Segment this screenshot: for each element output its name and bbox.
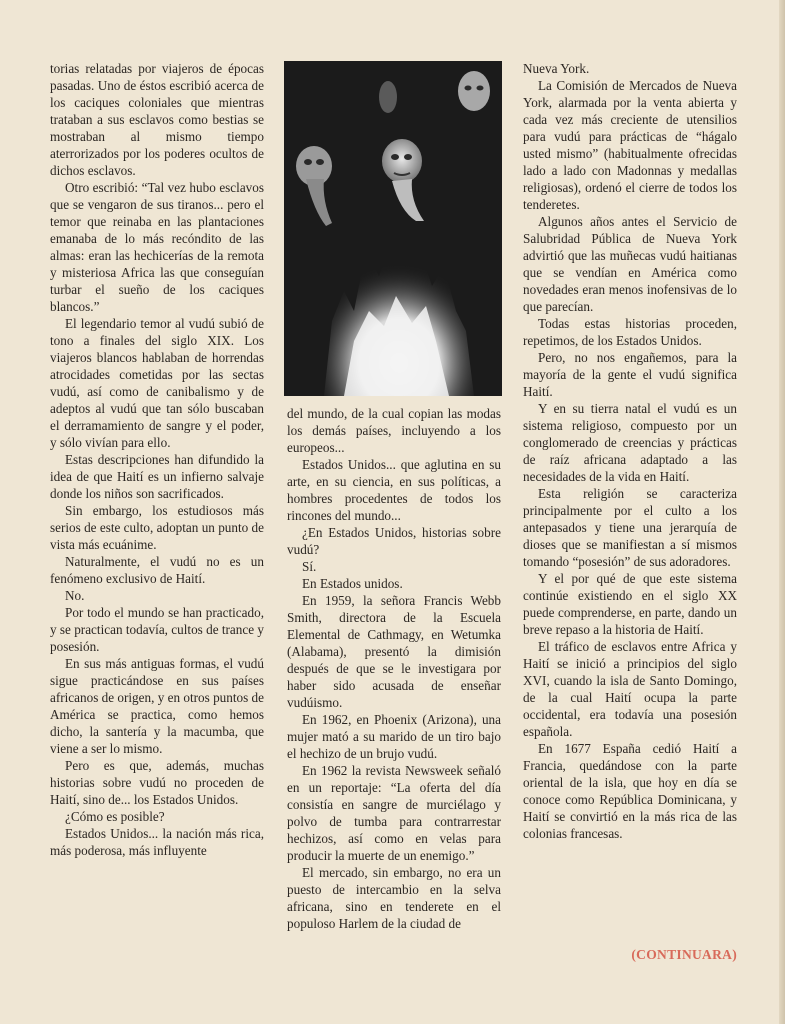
paragraph: Sin embargo, los estudiosos más serios de este culto, adoptan un punto de vista más ecuánime. [50,503,264,552]
paragraph: Sí. [302,559,317,574]
paragraph: Pero, no nos engañemos, para la mayoría de la gente el vudú significa Haití. [523,350,737,399]
paragraph: Algunos años antes el Servicio de Salubridad Pública de Nueva York advirtió que las muñecas vudú haitianas que se vendían en América como novedades eran menos inofensivas de lo que parecían. [523,214,737,314]
continued-label: (CONTINUARA) [631,947,737,962]
paragraph: En sus más antiguas formas, el vudú sigue practicándose en sus países africanos de origen, y en otros puntos de América se practica, como hemos dicho, la santería y la macumba, que viene a ser lo mismo. [50,656,264,756]
paragraph: Naturalmente, el vudú no es un fenómeno exclusivo de Haití. [50,554,264,586]
paragraph: Y el por qué de que este sistema continúe existiendo en el siglo XX puede comprenderse, en parte, dando un breve repaso a la historia de Haití. [523,571,737,637]
column-left [50,60,264,859]
paragraph: ¿En Estados Unidos, historias sobre vudú? [287,525,501,557]
paragraph: Y en su tierra natal el vudú es un sistema religioso, compuesto por un conglomerado de creencias y prácticas de raíz africana adaptado a las necesidades de la vida en Haití. [523,401,737,484]
paragraph: En 1959, la señora Francis Webb Smith, directora de la Escuela Elemental de Cathmagy, en Wetumka (Alabama), presentó la dimisión después de que se le investigara por haber sido acusada de enseñar vudúismo. [287,593,501,710]
paragraph: del mundo, de la cual copian las modas los demás países, incluyendo a los europeos... [287,406,501,455]
ghost-faces-flames-image [284,61,502,396]
paragraph: La Comisión de Mercados de Nueva York, alarmada por la venta abierta y cada vez más creciente de utensilios para vudú para prácticas de “hágalo usted mismo” (habitualmente ofrecidas lado a lado con Madonnas y medallas religiosas), ordenó el cierre de todos los tenderetes. [523,78,737,212]
paragraph: El tráfico de esclavos entre Africa y Haití se inició a principios del siglo XVI, cuando la isla de Santo Domingo, de la cual Haití ocupa la parte occidental, era todavía una posesión española. [523,639,737,739]
paragraph: En 1677 España cedió Haití a Francia, quedándose con la parte oriental de la isla, que hoy en día se conoce como República Dominicana, y Haití se convirtió en la más rica de las colonias francesas. [523,741,737,841]
paragraph: El legendario temor al vudú subió de tono a finales del siglo XIX. Los viajeros blancos hablaban de horrendas atrocidades cometidas por las sectas vudú, así como de canibalismo y de adeptos al vudú que tan sólo buscaban el derramamiento de sangre y el poder, y sólo vivían para ello. [50,316,264,450]
paragraph: No. [65,588,85,603]
paragraph: En Estados unidos. [302,576,403,591]
paragraph: El mercado, sin embargo, no era un puesto de intercambio en la selva africana, sino en tenderete en el populoso Harlem de la ciudad de [287,865,501,931]
paragraph: Esta religión se caracteriza principalmente por el culto a los antepasados y tiene una jerarquía de dioses que se manifiestan a sí mismos tomando “posesión” de sus adoradores. [523,486,737,569]
page-edge [779,0,785,1024]
paragraph: torias relatadas por viajeros de épocas pasadas. Uno de éstos escribió acerca de los caciques coloniales que mientras trataban a sus esclavos como bestias se mostraban al mismo tiempo aterrorizados por los poderes ocultos de dichos esclavos. [50,61,264,178]
paragraph: Estas descripciones han difundido la idea de que Haití es un infierno salvaje donde los niños son sacrificados. [50,452,264,501]
paragraph: En 1962 la revista Newsweek señaló en un reportaje: “La oferta del día consistía en sangre de murciélago y polvo de tumba para contrarrestar hechizos, así como en velas para producir la muerte de un enemigo.” [287,763,501,863]
paragraph: Por todo el mundo se han practicado, y se practican todavía, cultos de trance y posesión. [50,605,264,654]
paragraph: Otro escribió: “Tal vez hubo esclavos que se vengaron de sus tiranos... pero el temor que reinaba en las plantaciones emanaba de lo más recóndito de las almas: eran las hechicerías de la remota y misteriosa Africa las que conseguían turbar el sueño de los caciques blancos.” [50,180,264,314]
article-photo [284,61,502,396]
column-right [523,60,737,842]
paragraph: Estados Unidos... que aglutina en su arte, en su ciencia, en sus políticas, a hombres procedentes de todos los rincones del mundo... [287,457,501,523]
paragraph: ¿Cómo es posible? [65,809,165,824]
paragraph: En 1962, en Phoenix (Arizona), una mujer mató a su marido de un tiro bajo el hechizo de un brujo vudú. [287,712,501,761]
paragraph: Estados Unidos... la nación más rica, más poderosa, más influyente [50,826,264,858]
paragraph: Todas estas historias proceden, repetimos, de los Estados Unidos. [523,316,737,348]
paragraph: Nueva York. [523,61,590,76]
column-middle [287,405,501,932]
paragraph: Pero es que, además, muchas historias sobre vudú no proceden de Haití, sino de... los Estados Unidos. [50,758,264,807]
